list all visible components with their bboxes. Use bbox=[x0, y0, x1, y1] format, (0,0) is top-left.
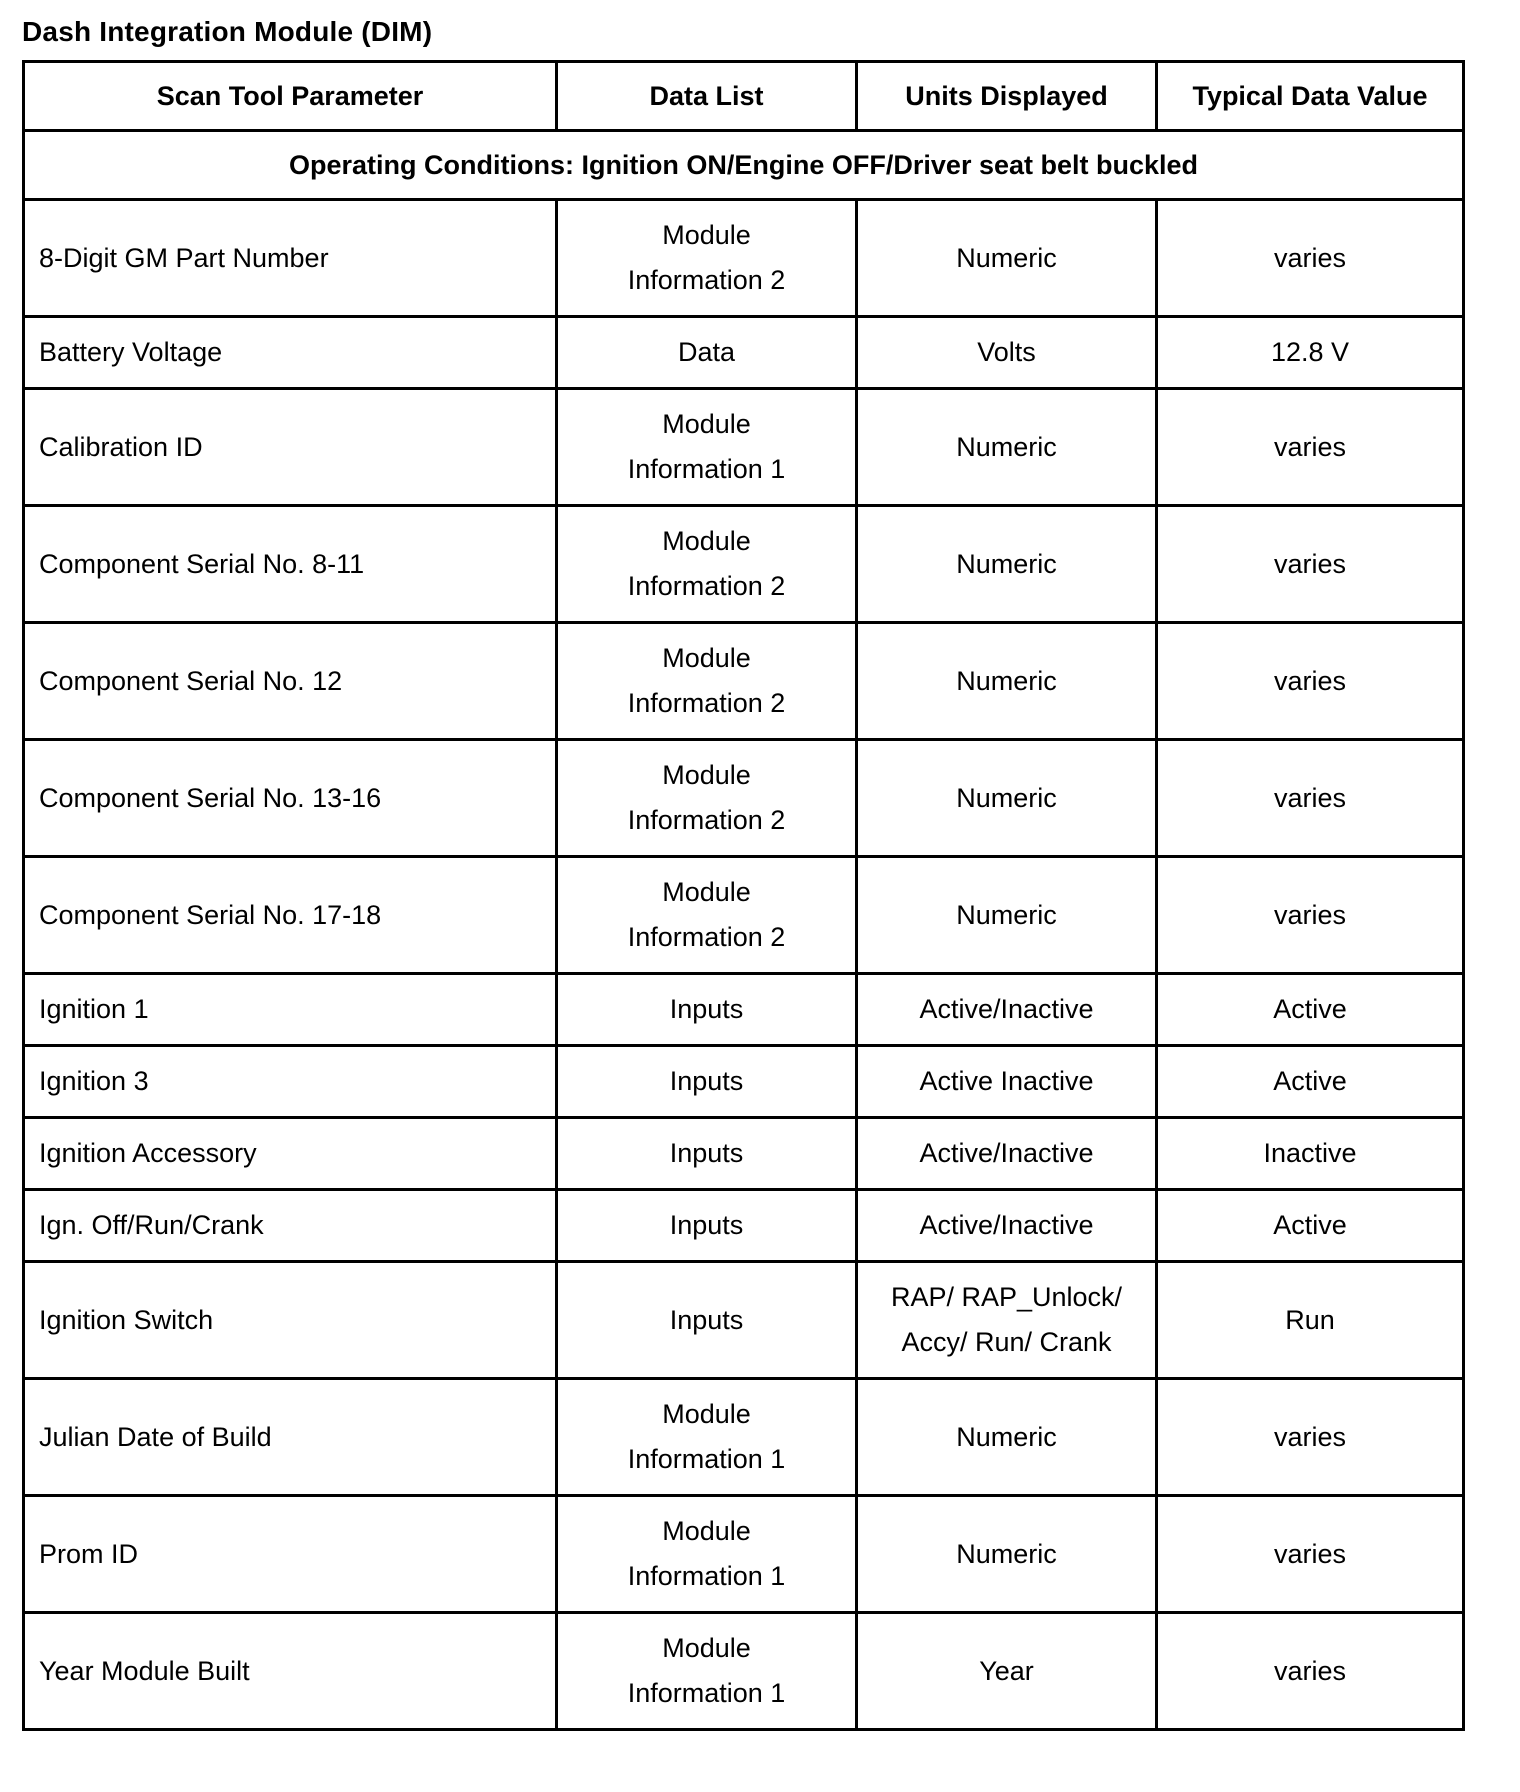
cell-typical-value: varies bbox=[1157, 1613, 1464, 1730]
table-row bbox=[24, 1613, 1464, 1730]
table-row bbox=[24, 1496, 1464, 1613]
cell-parameter: Julian Date of Build bbox=[24, 1379, 557, 1496]
cell-typical-value: varies bbox=[1157, 1379, 1464, 1496]
cell-units-displayed bbox=[857, 506, 1157, 623]
cell-data-list-line: Data bbox=[677, 337, 736, 367]
cell-data-list-line: Information 2 bbox=[627, 922, 786, 952]
cell-data-list bbox=[557, 1262, 857, 1379]
cell-parameter: Component Serial No. 17-18 bbox=[24, 857, 557, 974]
cell-units-displayed bbox=[857, 317, 1157, 389]
cell-parameter: Battery Voltage bbox=[24, 317, 557, 389]
cell-units-line: Numeric bbox=[956, 431, 1057, 462]
header-typical-data-value: Typical Data Value bbox=[1157, 62, 1464, 131]
cell-units-line: Active/Inactive bbox=[919, 994, 1094, 1024]
cell-parameter: Prom ID bbox=[24, 1496, 557, 1613]
cell-typical-value: Active bbox=[1157, 974, 1464, 1046]
cell-units-line: Active Inactive bbox=[919, 1066, 1094, 1096]
cell-units-line: Numeric bbox=[956, 242, 1057, 273]
page-title: Dash Integration Module (DIM) bbox=[22, 16, 433, 47]
cell-data-list-line: Module bbox=[662, 877, 751, 907]
operating-conditions-row bbox=[24, 131, 1464, 200]
cell-units-displayed bbox=[857, 1118, 1157, 1190]
header-scan-tool-parameter: Scan Tool Parameter bbox=[24, 62, 557, 131]
table-row bbox=[24, 1046, 1464, 1118]
cell-data-list-line: Inputs bbox=[669, 1138, 744, 1168]
cell-units-displayed bbox=[857, 1046, 1157, 1118]
cell-units-displayed bbox=[857, 1496, 1157, 1613]
cell-typical-value: varies bbox=[1157, 623, 1464, 740]
cell-typical-value: varies bbox=[1157, 1496, 1464, 1613]
cell-data-list bbox=[557, 200, 857, 317]
table-row bbox=[24, 1379, 1464, 1496]
cell-typical-value: varies bbox=[1157, 506, 1464, 623]
cell-units-line: Active/Inactive bbox=[919, 1210, 1094, 1240]
cell-data-list-line: Information 2 bbox=[627, 805, 786, 835]
cell-units-line: Active/Inactive bbox=[919, 1138, 1094, 1168]
table-row bbox=[24, 974, 1464, 1046]
cell-data-list-line: Module bbox=[662, 1399, 751, 1429]
cell-parameter: Component Serial No. 12 bbox=[24, 623, 557, 740]
cell-data-list bbox=[557, 857, 857, 974]
cell-typical-value: Active bbox=[1157, 1046, 1464, 1118]
cell-data-list-line: Information 1 bbox=[627, 1561, 786, 1591]
cell-data-list-line: Module bbox=[662, 643, 751, 673]
cell-parameter: 8-Digit GM Part Number bbox=[24, 200, 557, 317]
cell-data-list-line: Inputs bbox=[669, 1066, 744, 1096]
cell-units-line: Year bbox=[979, 1655, 1034, 1686]
operating-conditions: Operating Conditions: Ignition ON/Engine OFF/Driver seat belt buckled bbox=[24, 131, 1464, 200]
cell-typical-value: varies bbox=[1157, 740, 1464, 857]
cell-parameter: Component Serial No. 8-11 bbox=[24, 506, 557, 623]
cell-data-list-line: Information 2 bbox=[627, 265, 786, 295]
header-row bbox=[24, 62, 1464, 131]
cell-data-list-line: Module bbox=[662, 1633, 751, 1663]
cell-units-displayed bbox=[857, 389, 1157, 506]
cell-units-displayed bbox=[857, 740, 1157, 857]
table-row bbox=[24, 200, 1464, 317]
cell-typical-value: varies bbox=[1157, 857, 1464, 974]
cell-parameter: Ignition Accessory bbox=[24, 1118, 557, 1190]
cell-typical-value: varies bbox=[1157, 200, 1464, 317]
table-row bbox=[24, 1262, 1464, 1379]
table-row bbox=[24, 623, 1464, 740]
cell-data-list-line: Inputs bbox=[669, 1210, 744, 1240]
table-row bbox=[24, 1190, 1464, 1262]
cell-parameter: Ignition Switch bbox=[24, 1262, 557, 1379]
header-units-displayed: Units Displayed bbox=[857, 62, 1157, 131]
cell-units-line: Numeric bbox=[956, 1538, 1057, 1569]
cell-parameter: Component Serial No. 13-16 bbox=[24, 740, 557, 857]
cell-units-line: Accy/ Run/ Crank bbox=[901, 1327, 1112, 1357]
cell-data-list bbox=[557, 317, 857, 389]
cell-data-list bbox=[557, 623, 857, 740]
table-row bbox=[24, 506, 1464, 623]
cell-data-list-line: Module bbox=[662, 1516, 751, 1546]
cell-data-list-line: Information 2 bbox=[627, 688, 786, 718]
cell-typical-value: Active bbox=[1157, 1190, 1464, 1262]
cell-typical-value: Inactive bbox=[1157, 1118, 1464, 1190]
table-row bbox=[24, 740, 1464, 857]
cell-units-line: Volts bbox=[977, 337, 1036, 367]
table-row bbox=[24, 857, 1464, 974]
table-row bbox=[24, 1118, 1464, 1190]
cell-data-list bbox=[557, 1379, 857, 1496]
cell-data-list-line: Inputs bbox=[669, 994, 744, 1024]
cell-parameter: Calibration ID bbox=[24, 389, 557, 506]
cell-parameter: Ignition 1 bbox=[24, 974, 557, 1046]
cell-units-line: RAP/ RAP_Unlock/ bbox=[890, 1282, 1123, 1312]
table-row bbox=[24, 317, 1464, 389]
cell-parameter: Ign. Off/Run/Crank bbox=[24, 1190, 557, 1262]
cell-units-line: Numeric bbox=[956, 665, 1057, 696]
cell-data-list bbox=[557, 1613, 857, 1730]
cell-data-list bbox=[557, 1118, 857, 1190]
cell-data-list-line: Inputs bbox=[669, 1304, 744, 1335]
cell-units-line: Numeric bbox=[956, 782, 1057, 813]
cell-units-displayed bbox=[857, 200, 1157, 317]
cell-data-list-line: Module bbox=[662, 220, 751, 250]
cell-data-list bbox=[557, 1496, 857, 1613]
cell-units-line: Numeric bbox=[956, 548, 1057, 579]
cell-data-list-line: Information 1 bbox=[627, 1678, 786, 1708]
table-row bbox=[24, 389, 1464, 506]
header-data-list: Data List bbox=[557, 62, 857, 131]
cell-data-list bbox=[557, 1046, 857, 1118]
cell-data-list-line: Module bbox=[662, 760, 751, 790]
cell-parameter: Ignition 3 bbox=[24, 1046, 557, 1118]
cell-typical-value: 12.8 V bbox=[1157, 317, 1464, 389]
cell-data-list bbox=[557, 389, 857, 506]
cell-data-list-line: Module bbox=[662, 526, 751, 556]
cell-units-displayed bbox=[857, 1190, 1157, 1262]
cell-units-displayed bbox=[857, 857, 1157, 974]
cell-parameter: Year Module Built bbox=[24, 1613, 557, 1730]
cell-data-list-line: Information 2 bbox=[627, 571, 786, 601]
cell-data-list bbox=[557, 974, 857, 1046]
cell-units-displayed bbox=[857, 1613, 1157, 1730]
cell-data-list bbox=[557, 506, 857, 623]
cell-units-displayed bbox=[857, 974, 1157, 1046]
cell-data-list-line: Information 1 bbox=[627, 1444, 786, 1474]
cell-data-list-line: Information 1 bbox=[627, 454, 786, 484]
cell-data-list bbox=[557, 740, 857, 857]
cell-units-displayed bbox=[857, 623, 1157, 740]
cell-units-line: Numeric bbox=[956, 1421, 1057, 1452]
cell-typical-value: Run bbox=[1157, 1262, 1464, 1379]
cell-units-line: Numeric bbox=[956, 899, 1057, 930]
cell-units-displayed bbox=[857, 1262, 1157, 1379]
cell-data-list-line: Module bbox=[662, 409, 751, 439]
cell-data-list bbox=[557, 1190, 857, 1262]
cell-typical-value: varies bbox=[1157, 389, 1464, 506]
data-table bbox=[22, 60, 1465, 1731]
cell-units-displayed bbox=[857, 1379, 1157, 1496]
